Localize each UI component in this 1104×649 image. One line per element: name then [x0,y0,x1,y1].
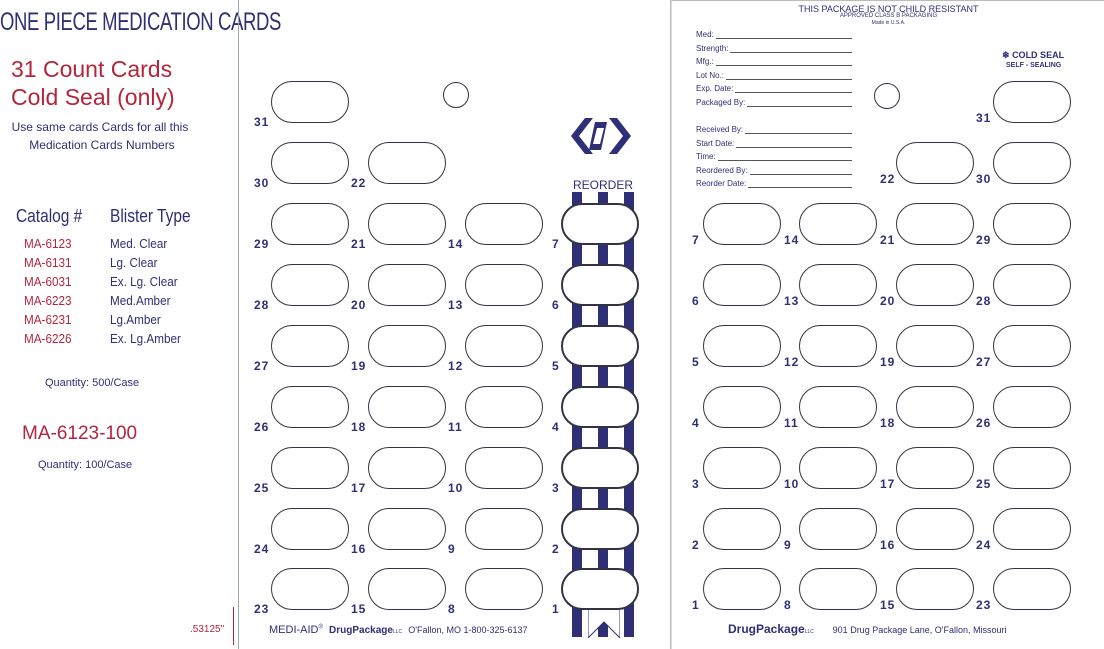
label-field-name: Med: [696,30,714,39]
label-field-line [735,85,852,93]
blister-cavity [465,447,543,489]
label-field-line [750,167,852,175]
blister-number: 4 [552,420,560,434]
blister-cavity [271,81,349,123]
blister-number: 16 [880,538,896,552]
label-field-name: Start Date: [696,138,735,148]
catalog-number: MA-6031 [24,274,72,289]
blister-cavity [368,203,446,245]
blister-number: 5 [552,359,560,373]
blister-number: 8 [784,598,792,612]
blister-type: Ex. Lg.Amber [110,331,181,346]
drugpackage-logo-icon [571,118,631,154]
blister-number: 20 [351,298,367,312]
label-field-line [736,140,852,148]
blister-cavity [561,447,639,489]
blister-cavity [271,508,349,550]
label-field-line [716,31,852,39]
label-field-line [745,126,852,134]
blister-number: 6 [552,298,560,312]
label-field [696,30,852,39]
note-line-2: Medication Cards Numbers [29,138,175,152]
blister-number: 15 [880,598,896,612]
catalog-number: MA-6123 [24,236,72,251]
blister-cavity [993,508,1071,550]
medi-aid-brand: MEDI-AID [269,624,319,636]
label-field-line [726,72,852,80]
hang-hole [443,82,469,108]
blister-cavity [465,325,543,367]
card-left-footer [269,624,528,636]
blister-number: 27 [976,355,992,369]
blister-cavity [993,203,1071,245]
blister-number: 3 [552,481,560,495]
company-llc-right: LLC [804,629,814,635]
blister-number: 9 [784,538,792,552]
blister-cavity [993,325,1071,367]
blister-cavity [368,568,446,610]
blister-cavity [271,447,349,489]
blister-cavity [368,447,446,489]
catalog-number: MA-6231 [24,312,72,327]
blister-cavity [993,447,1071,489]
blister-number: 17 [880,477,896,491]
blister-cavity [703,447,781,489]
blister-cavity [799,447,877,489]
blister-cavity [465,568,543,610]
blister-number: 13 [448,298,464,312]
blister-number: 26 [254,420,270,434]
blister-cavity [368,386,446,428]
blister-cavity [896,203,974,245]
blister-number: 22 [351,176,367,190]
blister-type: Lg. Clear [110,255,158,270]
approved-packaging: APPROVED CLASS B PACKAGING [839,13,938,19]
blister-cavity [561,568,639,610]
blister-number: 26 [976,416,992,430]
blister-cavity [993,386,1071,428]
blister-number: 6 [692,294,700,308]
label-field-line [716,58,852,66]
blister-cavity [896,447,974,489]
blister-number: 28 [976,294,992,308]
blister-cavity [993,81,1071,123]
blister-cavity [896,508,974,550]
blister-number: 14 [784,233,800,247]
blister-cavity [896,386,974,428]
blister-number: 2 [692,538,700,552]
big-catalog-number: MA-6123-100 [22,423,138,444]
count-heading: 31 Count Cards [11,56,173,82]
blister-cavity [703,325,781,367]
catalog-number: MA-6223 [24,293,72,308]
company-name: DrugPackage [329,625,393,636]
blister-number: 1 [692,598,700,612]
dimension-label: .53125" [190,624,225,635]
label-field [696,44,852,53]
blister-number: 11 [784,416,799,430]
blister-cavity [271,568,349,610]
blister-cavity [561,264,639,306]
blister-cavity [799,386,877,428]
label-field-name: Time: [696,152,716,161]
blister-number: 19 [880,355,896,369]
blister-cavity [703,508,781,550]
blister-cavity [799,203,877,245]
blister-number: 17 [351,481,367,495]
blister-number: 21 [880,233,896,247]
label-field [696,71,852,80]
label-field-line [748,180,852,188]
blister-type: Ex. Lg. Clear [110,274,178,289]
page-title: ONE PIECE MEDICATION CARDS [0,8,281,36]
blister-cavity [368,142,446,184]
label-field-name: Reorder Date: [696,179,747,188]
blister-number: 12 [448,359,464,373]
company-name-right: DrugPackage [728,622,805,636]
label-field [696,152,852,161]
catalog-number: MA-6131 [24,255,72,270]
blister-number: 29 [254,237,270,251]
blister-number: 19 [351,359,367,373]
blister-number: 7 [552,237,560,251]
label-field [696,57,852,66]
label-field [696,166,852,175]
blister-number: 23 [976,598,992,612]
label-field-line [747,99,852,107]
blister-cavity [703,203,781,245]
blister-cavity [561,203,639,245]
blister-cavity [561,325,639,367]
company-llc: LLC [392,629,403,635]
blister-cavity [465,203,543,245]
blister-cavity [465,508,543,550]
dimension-line [233,607,234,645]
blister-number: 1 [552,602,560,616]
blister-cavity [799,264,877,306]
blister-number: 10 [448,481,464,495]
blister-cavity [368,508,446,550]
company-location: O'Fallon, MO 1-800-325-6137 [408,625,528,635]
blister-number: 30 [254,176,270,190]
registered-mark: ® [318,624,323,631]
blister-type: Med. Clear [110,236,168,251]
reorder-label: REORDER [573,178,634,192]
blister-number: 3 [692,477,700,491]
blister-cavity [799,568,877,610]
blister-number: 13 [784,294,800,308]
label-field-name: Strength: [696,43,729,53]
blister-type: Med.Amber [110,293,171,308]
label-field [696,98,852,107]
blister-cavity [465,386,543,428]
blister-cavity [993,142,1071,184]
blister-cavity [896,568,974,610]
label-field-name: Mfg.: [696,57,714,66]
cold-seal-badge [1002,50,1064,61]
label-field [696,139,852,148]
blister-number: 7 [692,233,700,247]
blister-number: 18 [880,416,896,430]
catalog-header: Catalog # [16,206,83,226]
blister-cavity [896,325,974,367]
blister-number: 24 [976,538,992,552]
blister-number: 15 [351,602,367,616]
cold-seal-label: COLD SEAL [1012,50,1065,60]
blister-number: 11 [448,420,463,434]
label-field-name: Reordered By: [696,165,748,175]
label-field [696,84,852,93]
label-field-name: Received By: [696,125,744,134]
blister-cavity [465,264,543,306]
blister-cavity [703,568,781,610]
label-field-name: Exp. Date: [696,84,734,93]
blister-cavity [271,264,349,306]
blister-number: 31 [976,111,992,125]
blister-number: 30 [976,172,992,186]
blister-cavity [561,508,639,550]
catalog-number: MA-6226 [24,331,72,346]
company-address: 901 Drug Package Lane, O'Fallon, Missouri [832,625,1007,635]
blister-cavity [561,386,639,428]
blister-number: 27 [254,359,270,373]
blister-number: 5 [692,355,700,369]
blister-cavity [368,264,446,306]
blister-number: 12 [784,355,800,369]
quantity-100: Quantity: 100/Case [38,459,133,471]
blister-type-header: Blister Type [110,206,191,226]
blister-cavity [703,386,781,428]
blister-cavity [271,325,349,367]
blister-number: 4 [692,416,700,430]
blister-number: 14 [448,237,464,251]
blister-cavity [703,264,781,306]
label-field [696,179,852,188]
blister-number: 16 [351,542,367,556]
blister-number: 31 [254,115,270,129]
blister-number: 25 [976,477,992,491]
blister-number: 20 [880,294,896,308]
blister-number: 25 [254,481,270,495]
blister-cavity [271,142,349,184]
blister-cavity [799,325,877,367]
blister-cavity [993,568,1071,610]
blister-number: 10 [784,477,800,491]
made-in-usa: Made in U.S.A. [871,20,906,26]
blister-cavity [896,142,974,184]
snowflake-icon: ❄ [1002,50,1010,60]
blister-cavity [799,508,877,550]
note-line-1: Use same cards Cards for all this [11,120,189,134]
blister-cavity [368,325,446,367]
label-field-name: Lot No.: [696,70,725,80]
blister-number: 8 [448,602,456,616]
blister-number: 23 [254,602,270,616]
hang-hole-right [874,83,900,109]
seal-heading: Cold Seal (only) [11,84,175,110]
blister-number: 18 [351,420,367,434]
blister-number: 21 [351,237,367,251]
blister-number: 9 [448,542,456,556]
label-field [696,125,852,134]
blister-cavity [993,264,1071,306]
blister-type: Lg.Amber [110,312,161,327]
blister-number: 22 [880,172,896,186]
blister-cavity [896,264,974,306]
blister-number: 2 [552,542,560,556]
blister-cavity [271,386,349,428]
blister-cavity [271,203,349,245]
label-field-name: Packaged By: [696,97,746,107]
card-right-footer [728,622,1006,636]
label-field-line [730,45,852,53]
quantity-500: Quantity: 500/Case [45,377,140,389]
blister-number: 29 [976,233,992,247]
self-sealing-label: SELF - SEALING [1006,62,1062,69]
blister-number: 28 [254,298,270,312]
label-field-line [718,153,852,161]
child-warning: THIS PACKAGE IS NOT CHILD RESISTANT [798,4,979,14]
blister-number: 24 [254,542,270,556]
